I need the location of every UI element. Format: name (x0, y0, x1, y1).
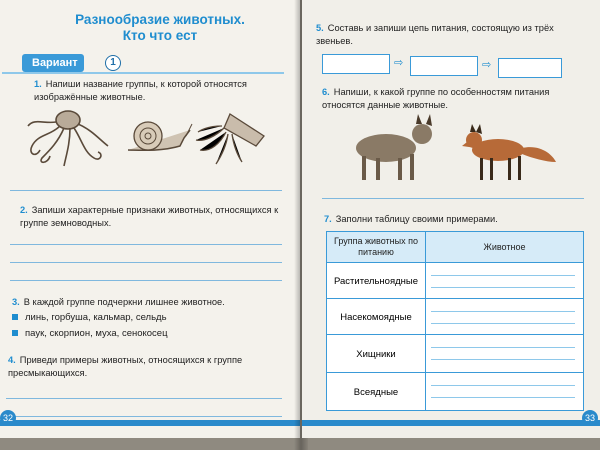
task-number: 4. (8, 355, 16, 365)
task-number: 6. (322, 87, 330, 97)
row-label: Насекомоядные (340, 311, 412, 323)
food-groups-table (326, 231, 584, 411)
food-chain-box-1[interactable] (322, 54, 390, 74)
task-text: Напиши, к какой группе по особенностям питания относятся данные животные. (322, 87, 550, 110)
task-number: 7. (324, 214, 332, 224)
left-page (0, 0, 300, 438)
answer-line[interactable] (10, 280, 282, 281)
octopus-icon (28, 111, 108, 166)
page-number: 32 (0, 410, 16, 426)
title-line-1: Разнообразие животных. (75, 12, 245, 27)
answer-line[interactable] (10, 244, 282, 245)
task-number: 5. (316, 23, 324, 33)
task-text: Запиши характерные признаки животных, относящихся к группе земноводных. (20, 205, 279, 228)
answer-line[interactable] (10, 262, 282, 263)
variant-bar (2, 54, 284, 74)
task-text: Приведи примеры животных, относящихся к группе пресмыкающихся. (8, 355, 243, 378)
food-chain-box-2[interactable] (410, 56, 478, 76)
cell-answer-line[interactable] (431, 385, 575, 386)
task-3 (12, 296, 282, 309)
task-5 (316, 22, 578, 48)
table-row (327, 372, 583, 411)
cell-answer-line[interactable] (431, 323, 575, 324)
answer-line[interactable] (10, 190, 282, 191)
table-row (327, 298, 583, 335)
cell-answer-line[interactable] (431, 359, 575, 360)
squid-icon (196, 114, 264, 164)
answer-line[interactable] (322, 198, 584, 199)
task-4 (8, 354, 284, 380)
cell-answer-line[interactable] (431, 287, 575, 288)
footer-band (0, 420, 300, 426)
title-line-2: Кто что ест (122, 28, 198, 43)
variant-label (22, 54, 84, 72)
cell-answer-line[interactable] (431, 347, 575, 348)
row-label: Растительноядные (334, 275, 418, 287)
task-1 (34, 78, 284, 104)
arrow-right-icon: ⇨ (482, 59, 492, 71)
task-number: 3. (12, 297, 20, 307)
table-row (327, 262, 583, 299)
variant-number-badge: 1 (105, 55, 121, 71)
answer-line[interactable] (6, 398, 282, 399)
animals-photos (326, 110, 576, 186)
task-7 (324, 213, 586, 226)
task-3-row-1 (12, 312, 167, 323)
arrow-right-icon: ⇨ (394, 57, 404, 69)
answer-line[interactable] (6, 416, 282, 417)
row-label: Хищники (356, 348, 396, 360)
task-3-row-2 (12, 328, 168, 339)
animal-list-text[interactable]: паук, скорпион, муха, сенокосец (25, 328, 168, 339)
lynx-icon (356, 114, 432, 180)
footer-band (302, 420, 600, 426)
table-header-animal: Животное (426, 232, 583, 262)
task-number: 2. (20, 205, 28, 215)
task-text: Составь и запиши цепь питания, состоящую из трёх звеньев. (316, 23, 554, 46)
task-6 (322, 86, 584, 112)
animals-illustration (20, 106, 270, 168)
table-header-group: Группа животных по питанию (327, 232, 425, 262)
food-chain-box-3[interactable] (498, 58, 562, 78)
snail-icon (128, 122, 192, 150)
bullet-icon (12, 330, 18, 336)
cell-answer-line[interactable] (431, 275, 575, 276)
table-row (327, 334, 583, 373)
task-number: 1. (34, 79, 42, 89)
task-2 (20, 204, 284, 230)
page-number: 33 (582, 410, 598, 426)
fox-icon (462, 124, 556, 180)
cell-answer-line[interactable] (431, 311, 575, 312)
task-text: Напиши название группы, к которой относятся изображённые животные. (34, 79, 247, 102)
variant-text: Вариант (32, 57, 78, 69)
task-text: Заполни таблицу своими примерами. (335, 214, 498, 224)
bullet-icon (12, 314, 18, 320)
cell-answer-line[interactable] (431, 397, 575, 398)
row-label: Всеядные (353, 386, 399, 398)
page-title (70, 12, 250, 44)
animal-list-text[interactable]: линь, горбуша, кальмар, сельдь (25, 312, 167, 323)
task-text: В каждой группе подчеркни лишнее животное. (23, 297, 225, 307)
